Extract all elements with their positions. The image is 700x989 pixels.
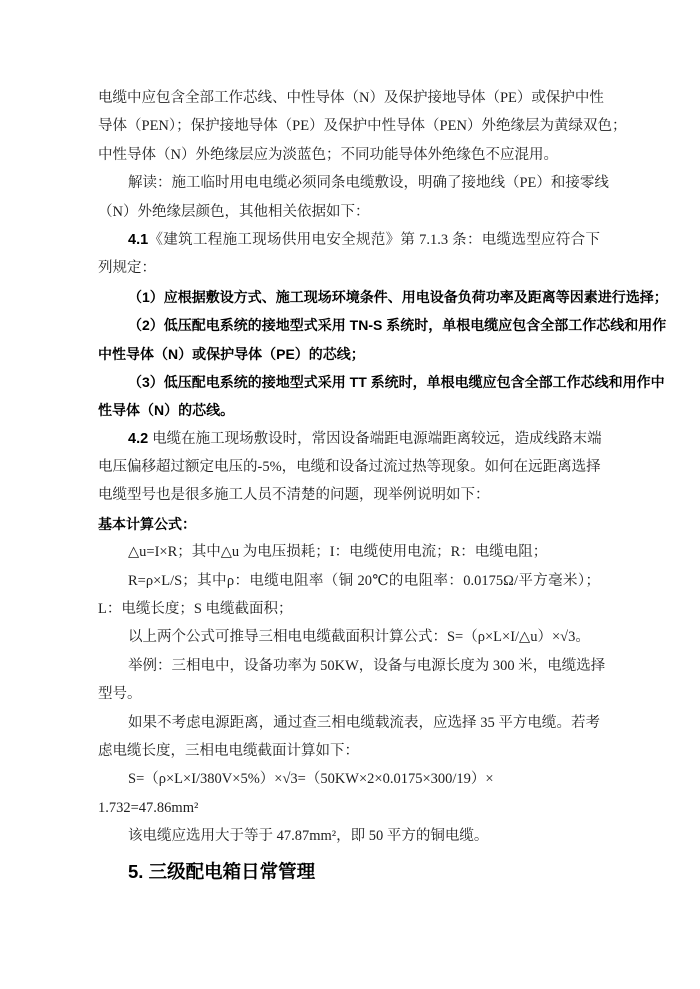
- text-line: [98, 169, 609, 197]
- text-line: [98, 396, 600, 424]
- text-line: [98, 510, 600, 538]
- line-text: 基本计算公式：: [98, 515, 196, 532]
- text-line: [98, 425, 600, 453]
- line-text: 中性导体（N）外绝缘层应为淡蓝色；不同功能导体外绝缘色不应混用。: [98, 146, 558, 163]
- line-prefix: 4.1: [128, 231, 149, 248]
- text-line: [98, 822, 600, 850]
- line-prefix: 4.2: [128, 430, 153, 447]
- line-text: 中性导体（N）或保护导体（PE）的芯线；: [98, 345, 365, 362]
- text-line: [98, 340, 600, 368]
- text-line: [98, 311, 667, 339]
- text-line: [98, 737, 600, 765]
- text-line: [98, 567, 600, 595]
- line-text: 电缆在施工现场敷设时，常因设备端距电源端距离较远，造成线路末端: [152, 430, 602, 447]
- text-line: [98, 481, 600, 509]
- line-text: 电压偏移超过额定电压的-5%，电缆和设备过流过热等现象。如何在远距离选择: [98, 459, 601, 476]
- text-line: [98, 595, 600, 623]
- text-line: [98, 283, 668, 311]
- line-text: 性导体（N）的芯线。: [98, 402, 235, 419]
- text-line: [98, 368, 665, 396]
- text-line: [98, 198, 600, 226]
- line-text: （N）外绝缘层颜色，其他相关依据如下：: [98, 203, 370, 220]
- text-line: [98, 538, 600, 566]
- line-text: 导体（PEN）；保护接地导体（PE）及保护中性导体（PEN）外绝缘层为黄绿双色；: [98, 118, 627, 135]
- text-line: [98, 141, 600, 169]
- line-text: 解读：施工临时用电电缆必须同条电缆敷设，明确了接地线（PE）和接零线: [128, 175, 609, 192]
- text-line: [98, 855, 600, 889]
- line-text: R=ρ×L/S；其中ρ：电缆电阻率（铜 20℃的电阻率：0.0175Ω/平方毫米）；: [128, 572, 600, 589]
- line-text: 5. 三级配电箱日常管理: [128, 860, 316, 882]
- line-text: 举例：三相电中，设备功率为 50KW，设备与电源长度为 300 米，电缆选择: [128, 657, 606, 674]
- line-text: 型号。: [98, 686, 142, 703]
- line-text: （2）低压配电系统的接地型式采用 TN-S 系统时，单根电缆应包含全部工作芯线和用作: [128, 317, 667, 334]
- line-text: （1）应根据敷设方式、施工现场环境条件、用电设备负荷功率及距离等因素进行选择；: [128, 288, 668, 305]
- text-line: [98, 112, 627, 140]
- line-text: S=（ρ×L×I/380V×5%）×√3=（50KW×2×0.0175×300/19）×: [128, 771, 494, 788]
- text-line: [98, 794, 600, 822]
- line-text: 虑电缆长度，三相电电缆截面计算如下：: [98, 742, 359, 759]
- text-line: [98, 652, 606, 680]
- document-body: [98, 84, 668, 889]
- line-text: 列规定：: [98, 260, 156, 277]
- line-text: 1.732=47.86mm²: [98, 799, 199, 816]
- line-text: 电缆中应包含全部工作芯线、中性导体（N）及保护接地导体（PE）或保护中性: [98, 90, 604, 106]
- text-line: [98, 226, 600, 254]
- line-text: 以上两个公式可推导三相电电缆截面积计算公式：S=（ρ×L×I/△u）×√3。: [128, 629, 590, 646]
- line-text: L：电缆长度；S 电缆截面积；: [98, 601, 293, 618]
- text-line: [98, 709, 600, 737]
- line-text: 《建筑工程施工现场供用电安全规范》第 7.1.3 条：电缆选型应符合下: [148, 231, 600, 248]
- text-line: [98, 84, 604, 112]
- text-line: [98, 254, 600, 282]
- text-line: [98, 623, 600, 651]
- text-line: [98, 765, 600, 793]
- text-line: [98, 680, 600, 708]
- line-text: 如果不考虑电源距离，通过查三相电缆载流表，应选择 35 平方电缆。若考: [128, 714, 600, 731]
- line-text: 电缆型号也是很多施工人员不清楚的问题，现举例说明如下：: [98, 487, 490, 504]
- line-text: 该电缆应选用大于等于 47.87mm²，即 50 平方的铜电缆。: [128, 828, 489, 845]
- text-line: [98, 453, 600, 481]
- line-text: △u=I×R；其中△u 为电压损耗；I：电缆使用电流；R：电缆电阻；: [128, 544, 548, 561]
- line-text: （3）低压配电系统的接地型式采用 TT 系统时，单根电缆应包含全部工作芯线和用作中: [128, 373, 665, 390]
